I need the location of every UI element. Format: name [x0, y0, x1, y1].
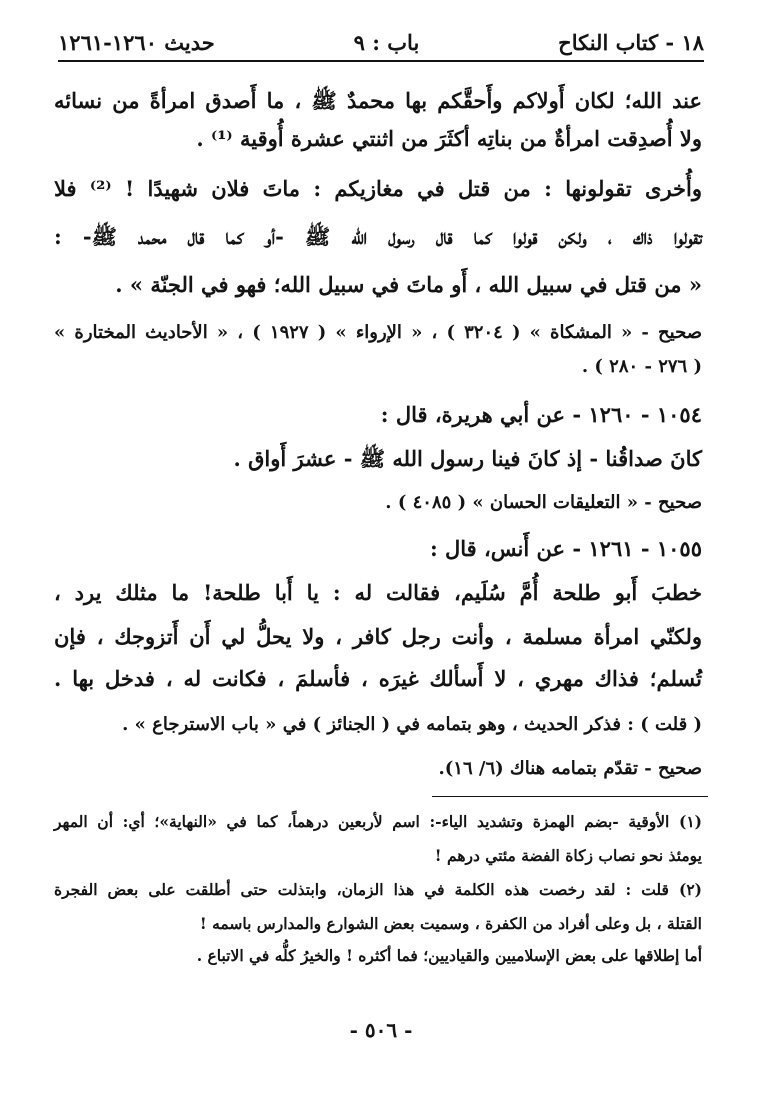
hadith-1055-grading: صحيح - تقدّم بتمامه هناك (٦/ ١٦).: [438, 758, 702, 779]
footnote-2-line-3: أما إطلاقها على بعض الإسلاميين والقياديين؛ فما أكثره ! والخيرُ كلُّه في الاتباع .: [196, 946, 702, 965]
body-line-1: عند الله؛ لكان أَولاكم وأَحقَّكم بها محمدٌ ﷺ ، ما أَصدق امرأةً من نسائه: [54, 88, 702, 113]
footnote-2-line-2: القتلة ، بل وعلى أفراد من الكفرة ، وسميت بعض الشوارع والمدارس باسمه !: [199, 914, 702, 933]
hadith-1055-heading: ١٠٥٥ - ١٢٦١ - عن أَنس، قال :: [429, 536, 702, 561]
hadith-1054-heading: ١٠٥٤ - ١٢٦٠ - عن أبي هريرة، قال :: [380, 402, 702, 427]
hadith-1055-text-1: خطبَ أَبو طلحة أُمَّ سُلَيم، فقالت له : يا أَبا طلحة! ما مثلك يرد ،: [54, 580, 702, 605]
hadith-quote: « من قتل في سبيل الله ، أَو ماتَ في سبيل الله؛ فهو في الجنّة » .: [115, 272, 702, 297]
header-rule: [58, 60, 704, 62]
running-header: [58, 22, 704, 62]
footnote-1-line-2: يومئذ نحو نصاب زكاة الفضة مئتي درهم !: [434, 846, 702, 865]
footnote-1-line-1: (١) الأوقية -بضم الهمزة وتشديد الياء-: اسم لأربعين درهماً، كما في «النهاية»؛ أي: أن المهر: [54, 812, 702, 831]
body-line-3: وأُخرى تقولونها : من قتل في مغازيكم : ماتَ فلان شهيدًا ! ⁽²⁾ فلا: [54, 176, 702, 201]
author-note: ( قلت ) : فذكر الحديث ، وهو بتمامه في ( الجنائز ) في « باب الاسترجاع » .: [122, 714, 702, 735]
grading-line-cont: ( ٢٧٦ - ٢٨٠ ) .: [581, 356, 702, 377]
body-line-2: ولا أُصدِقت امرأةٌ من بناتِه أكثَرَ من اثنتي عشرة أُوقية ⁽¹⁾ .: [196, 126, 702, 151]
hadith-1055-text-3: تُسلم؛ فذاك مهري ، لا أَسألك غيرَه ، فأسلمَ ، فكانت له ، فدخل بها .: [54, 666, 702, 691]
hadith-1054-grading: صحيح - « التعليقات الحسان » ( ٤٠٨٥ ) .: [385, 492, 702, 513]
footnote-2-line-1: (٢) قلت : لقد رخصت هذه الكلمة في هذا الزمان، وابتذلت حتى أطلقت على بعض الفجرة: [54, 880, 702, 899]
hadith-1055-text-2: ولكنّي امرأة مسلمة ، وأنت رجل كافر ، ولا يحلُّ لي أَن أَتزوجك ، فإن: [54, 624, 702, 649]
header-hadith-range: حديث ١٢٦٠-١٢٦١: [58, 29, 215, 55]
footnote-separator: [432, 796, 708, 797]
grading-line: صحيح - « المشكاة » ( ٣٢٠٤ ) ، « الإرواء » ( ١٩٢٧ ) ، « الأحاديث المختارة »: [54, 322, 702, 343]
hadith-1054-text: كانَ صداقُنا - إذ كانَ فينا رسول الله ﷺ - عشرَ أَواق .: [233, 446, 702, 471]
body-line-4: تقولوا ذاك ، ولكن قولوا كما قال رسول الله ﷺ -أو كما قال محمد ﷺ- :: [54, 224, 702, 249]
header-section: باب : ٩: [353, 29, 420, 55]
header-chapter: ١٨ - كتاب النكاح: [558, 29, 704, 55]
page-number: - ٥٠٦ -: [349, 1018, 413, 1042]
